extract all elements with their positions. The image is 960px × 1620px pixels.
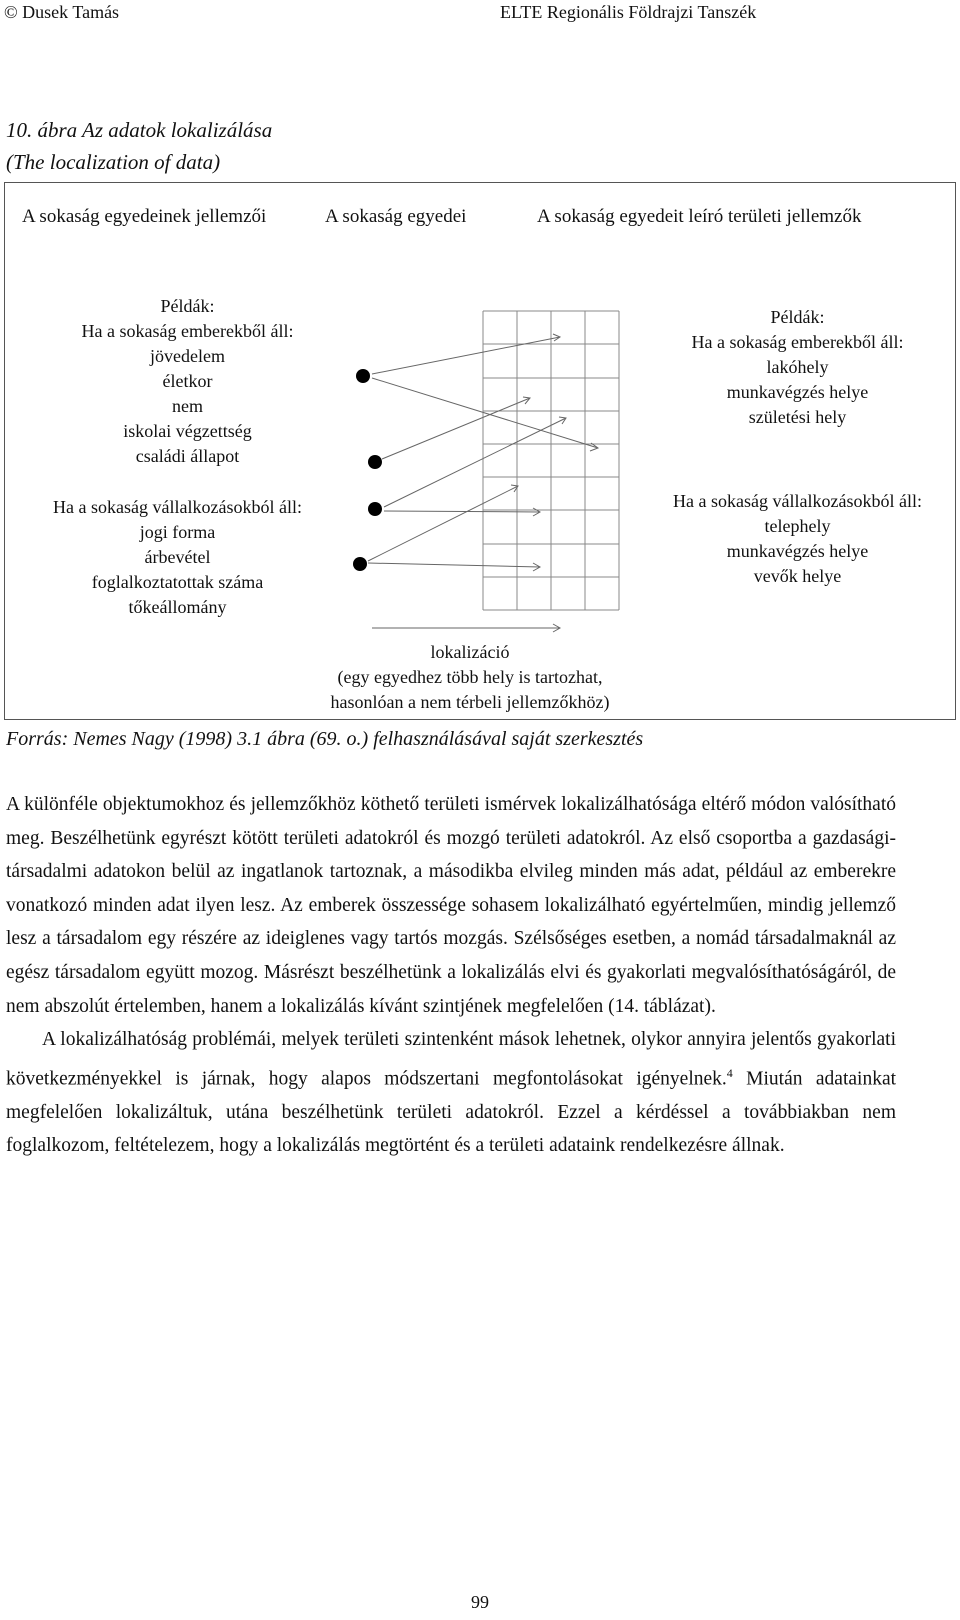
individual-dot <box>356 369 370 383</box>
header-author: © Dusek Tamás <box>4 2 120 22</box>
body-text <box>6 788 896 1163</box>
left-examples-firms: Ha a sokaság vállalkozásokból áll: jogi forma árbevétel foglalkoztatottak száma tőkeállomány <box>53 497 302 617</box>
right-examples-firms: Ha a sokaság vállalkozásokból áll: telephely munkavégzés helye vevők helye <box>673 491 922 586</box>
localization-label: lokalizáció (egy egyedhez több hely is tartozhat, hasonlóan a nem térbeli jellemzőkhöz) <box>330 642 610 712</box>
paragraph: A lokalizálhatóság problémái, melyek területi szintenként mások lehetnek, olykor annyira jelentős gyakorlati következményekkel is járnak, hogy alapos módszertani megfontolásokat igényelnek.$^4$ Miután adatainkat megfelelően lokalizáltuk, utána beszélhetünk területi adatokról. Ezzel a kérdéssel a továbbiakban nem foglalkozom, feltételezem, hogy a lokalizálás megtörtént és a területi adataink rendelkezésre állnak. <box>6 1029 897 1157</box>
right-examples-people: Példák: Ha a sokaság emberekből áll: lakóhely munkavégzés helye születési hely <box>691 307 904 427</box>
left-examples-people: Példák: Ha a sokaság emberekből áll: jövedelem életkor nem iskolai végzettség családi állapot <box>81 296 294 466</box>
figure-caption-english: (The localization of data) <box>6 150 221 174</box>
column-header-individuals: A sokaság egyedei <box>325 206 467 227</box>
figure-source: Forrás: Nemes Nagy (1998) 3.1 ábra (69. o.) felhasználásával saját szerkesztés <box>6 728 644 750</box>
header-institution: ELTE Regionális Földrajzi Tanszék <box>500 2 757 22</box>
individual-dots <box>353 369 382 571</box>
localization-diagram <box>0 0 960 720</box>
individual-dot <box>353 557 367 571</box>
location-grid <box>483 311 619 610</box>
page-number: 99 <box>471 1592 489 1612</box>
column-header-spatial: A sokaság egyedeit leíró területi jellemzők <box>537 206 862 227</box>
figure-caption: 10. ábra Az adatok lokalizálása <box>6 118 273 142</box>
footnote-reference: 4 <box>726 1065 733 1080</box>
column-header-attributes: A sokaság egyedeinek jellemzői <box>22 206 267 227</box>
individual-dot <box>368 502 382 516</box>
individual-dot <box>368 455 382 469</box>
paragraph: A különféle objektumokhoz és jellemzőkhöz köthető területi ismérvek lokalizálhatósága eltérő módon valósítható meg. Beszélhetünk egyrészt kötött területi adatokról és mozgó területi adatokról. Az első csoportba a gazdasági-társadalmi adatokon belül az ingatlanok tartoznak, a másodikba elvileg minden más adat, például az emberekre vonatkozó minden adat ilyen lesz. Az emberek összessége sohasem lokalizálható egyértelműen, mindig jellemző lesz a társadalom egy részére az ideiglenes vagy tartós mozgás. Szélsőséges esetben, a nomád társadalmaknál az egész társadalom együtt mozog. Másrészt beszélhetünk a lokalizálás elvi és gyakorlati megvalósíthatóságáról, de nem abszolút értelemben, hanem a lokalizálás kívánt szintjének megfelelően (14. táblázat). <box>6 794 896 1017</box>
